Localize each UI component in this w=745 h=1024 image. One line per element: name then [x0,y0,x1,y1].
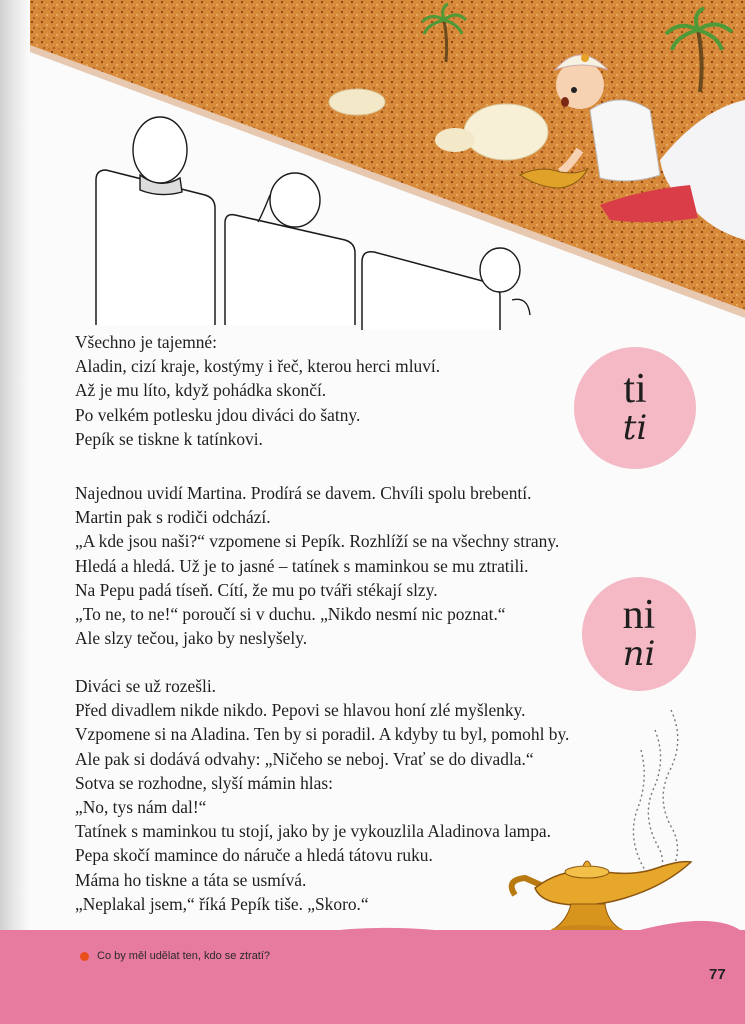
story-line: „To ne, to ne!“ poroučí si v duchu. „Nikdo nesmí nic poznat.“ [75,604,506,625]
story-line: Martin pak s rodiči odchází. [75,507,271,528]
story-line: Diváci se už rozešli. [75,676,217,696]
story-line: Máma ho tiskne a táta se usmívá. [75,869,307,890]
story-line: „A kde jsou naši?“ vzpomene si Pepík. Rozhlíží se na všechny strany. [75,531,560,552]
story-line: Sotva se rozhodne, slyší mámin hlas: [75,772,333,793]
story-line: Tatínek s maminkou tu stojí, jako by je vykouzlila Aladinova lampa. [75,821,551,842]
bullet-dot-icon [80,952,89,961]
magic-lamp-icon [495,690,695,950]
syllable-circle-ni [582,577,696,691]
syllable-print: ti [623,366,647,412]
story-line: Aladin, cizí kraje, kostýmy i řeč, kterou herci mluví. [75,356,441,377]
story-line: Ale slzy tečou, jako by neslyšely. [75,628,308,649]
story-line: Vzpomene si na Aladina. Ten by si poradil. A kdyby tu byl, pomohl by. [75,724,570,745]
question-text: Co by měl udělat ten, kdo se ztratí? [97,950,271,962]
rock [464,104,548,160]
story-line: Hledá a hledá. Už je to jasné – tatínek s maminkou se mu ztratili. [75,555,529,576]
story-line: Před divadlem nikde nikdo. Pepovi se hlavou honí zlé myšlenky. [75,700,526,721]
story-line: Ale pak si dodává odvahy: „Ničeho se neboj. Vrať se do divadla.“ [75,748,534,769]
page-number: 77 [709,966,726,983]
story-stanza-1 [75,330,440,451]
syllable-script: ti [622,408,648,448]
footer-band [0,930,745,1024]
story-line: Najednou uvidí Martina. Prodírá se davem. Chvíli spolu brebentí. [75,483,532,503]
story-line: Po velkém potlesku jdou diváci do šatny. [75,404,361,425]
aladdin-desert-illustration [0,0,745,340]
story-line: Pepa skočí mamince do náruče a hledá tátovu ruku. [75,845,433,866]
story-line: Pepík se tiskne k tatínkovi. [75,428,263,449]
syllable-script: ni [622,634,656,674]
story-line: Až je mu líto, když pohádka skončí. [75,380,327,401]
syllable-circle-ti [574,347,696,469]
discussion-question [80,950,270,962]
rock [435,128,475,152]
rock [329,89,385,115]
story-line: „Neplakal jsem,“ říká Pepík tiše. „Skoro.“ [75,893,369,914]
syllable-print: ni [622,592,656,638]
story-line: Všechno je tajemné: [75,332,217,352]
story-line: „No, tys nám dal!“ [75,797,207,818]
story-line: Na Pepu padá tíseň. Cítí, že mu po tváři stékají slzy. [75,579,438,600]
story-stanza-2 [75,481,559,650]
